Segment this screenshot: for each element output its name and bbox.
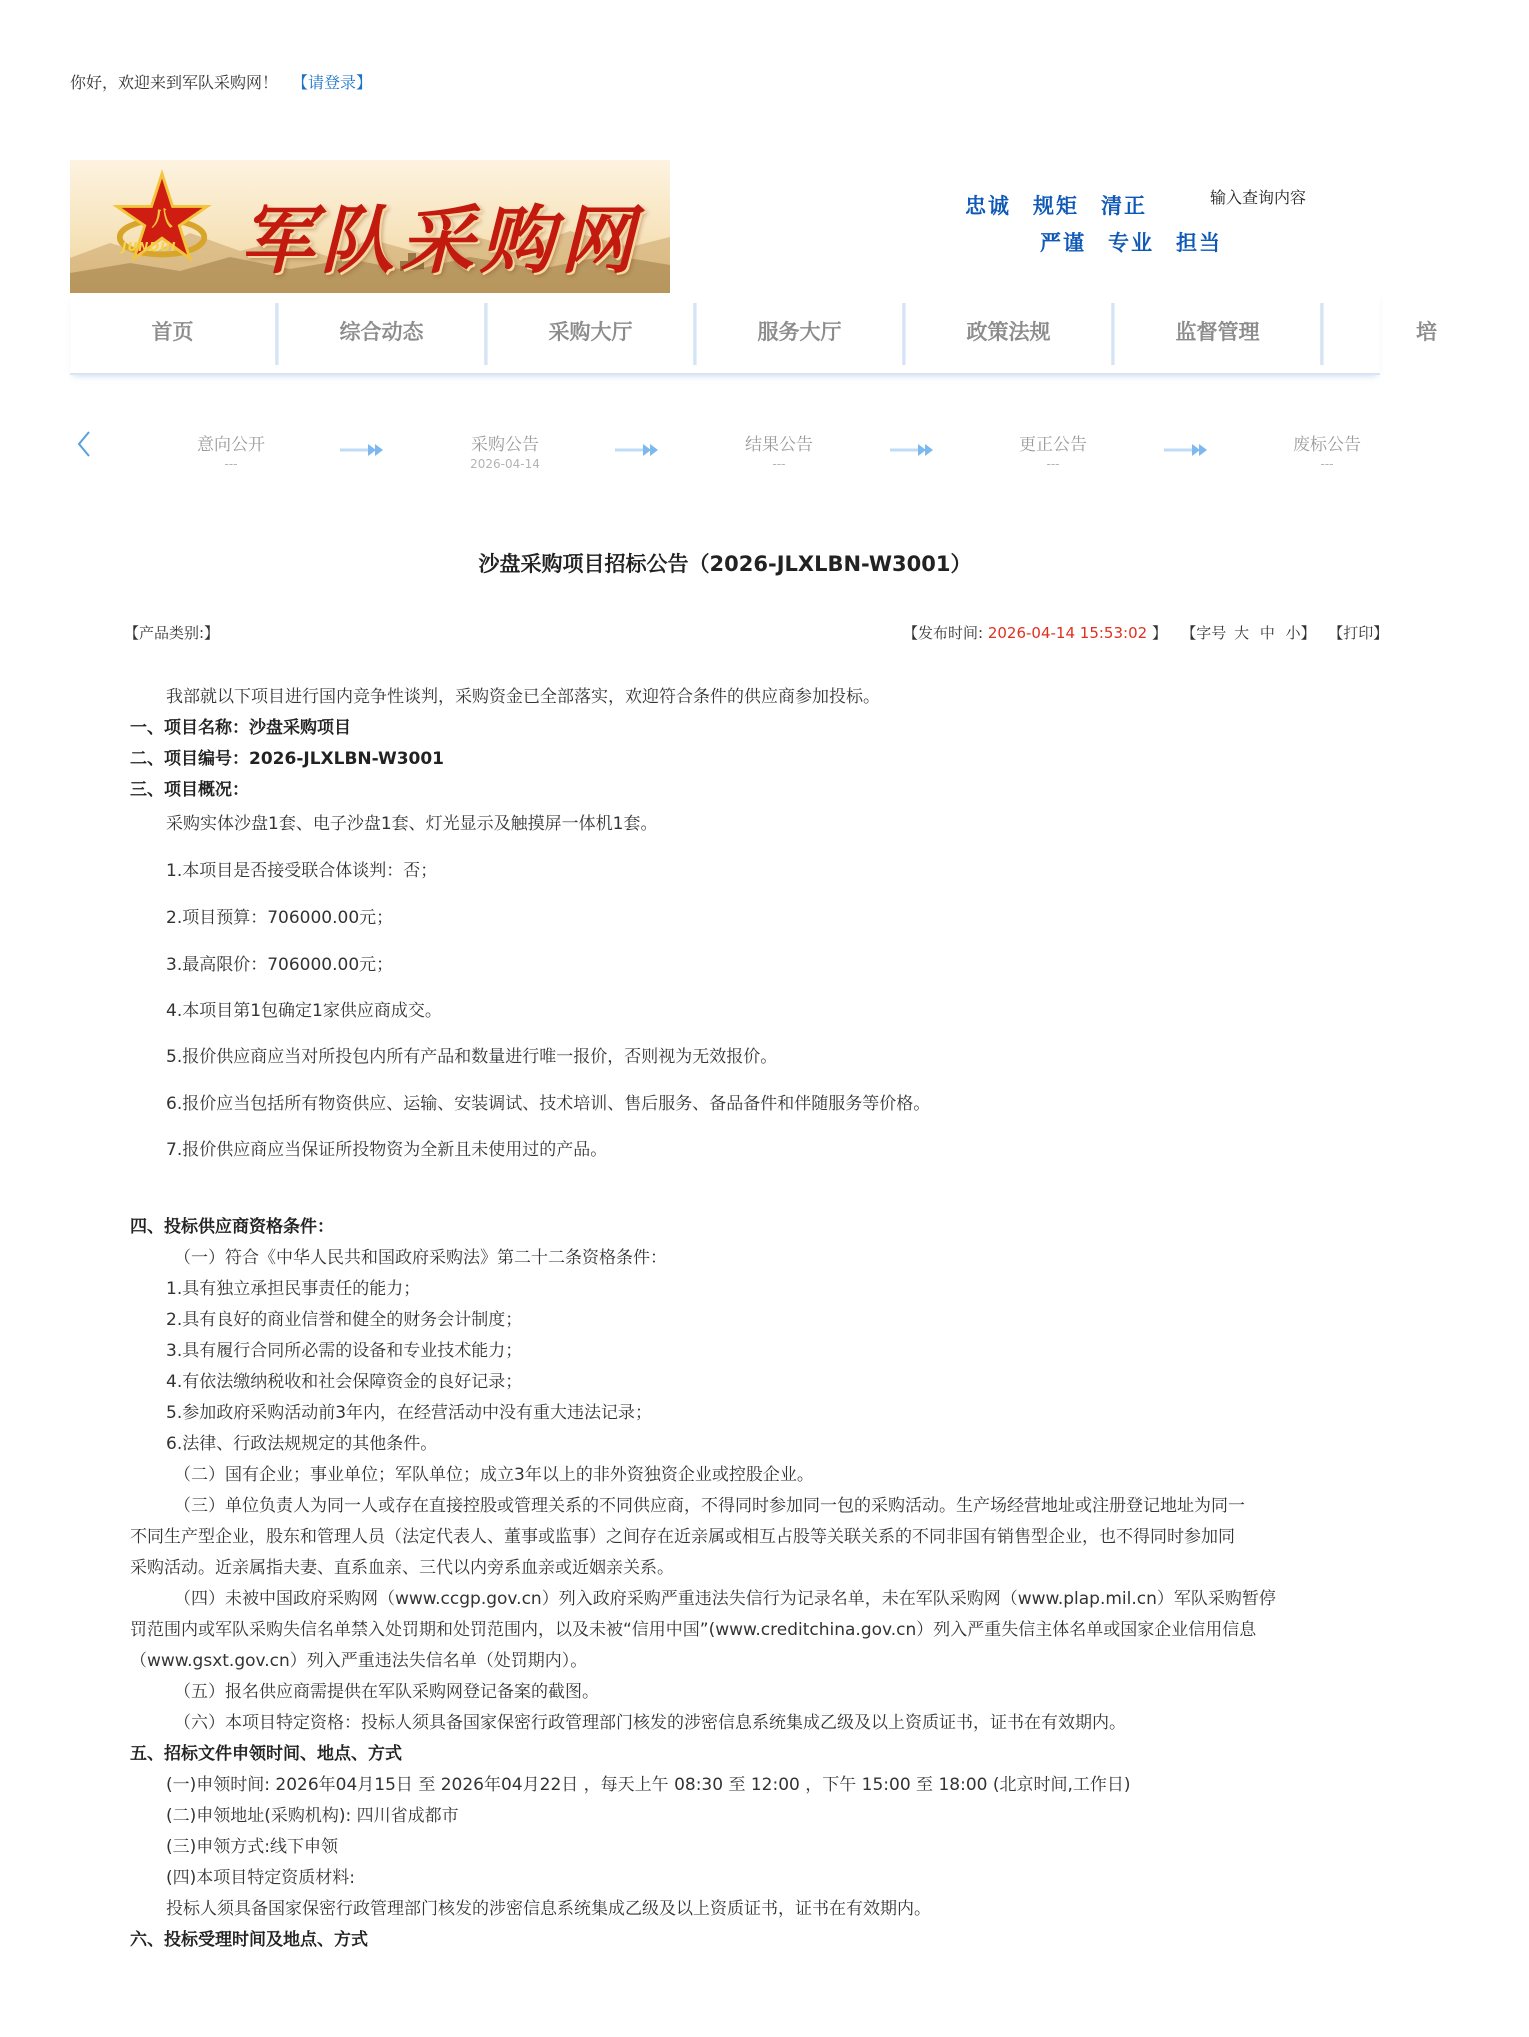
search-input[interactable]: 输入查询内容 (1210, 188, 1307, 207)
motto-item: 担当 (1176, 230, 1222, 255)
section-heading: 五、招标文件申领时间、地点、方式 (130, 1744, 402, 1764)
step-label: 废标公告 (1293, 435, 1361, 455)
nav-item-news[interactable]: 综合动态 (339, 320, 424, 344)
section-heading: 一、项目名称：沙盘采购项目 (130, 718, 351, 738)
motto-row-2 (1040, 227, 1244, 257)
section-heading: 三、项目概况： (130, 780, 249, 800)
nav-item-policy[interactable]: 政策法规 (966, 320, 1051, 344)
site-banner (70, 160, 1380, 293)
publish-time-label: 【发布时间: (903, 624, 984, 642)
print-button[interactable]: 【打印】 (1328, 624, 1389, 642)
logo-caption: JUNDUI (122, 240, 177, 254)
double-arrow-right-icon (1164, 442, 1208, 458)
nav-item-training[interactable]: 培 (1416, 320, 1437, 344)
section-heading: 四、投标供应商资格条件： (130, 1217, 334, 1237)
paragraph: （五）报名供应商需提供在军队采购网登记备案的截图。 (174, 1682, 599, 1702)
section-heading: 六、投标受理时间及地点、方式 (130, 1930, 368, 1950)
paragraph: （www.gsxt.gov.cn）列入严重违法失信名单（处罚期内）。 (130, 1651, 588, 1671)
nav-item-service-hall[interactable]: 服务大厅 (757, 320, 842, 344)
article-title: 沙盘采购项目招标公告（2026-JLXLBN-W3001） (478, 552, 972, 576)
paragraph: 1.具有独立承担民事责任的能力； (166, 1279, 421, 1299)
step-procurement-notice[interactable] (430, 430, 580, 471)
paragraph: （六）本项目特定资格：投标人须具备国家保密行政管理部门核发的涉密信息系统集成乙级及以上资质证书，证书在有效期内。 (174, 1713, 1126, 1733)
site-title: 军队采购网 (240, 198, 640, 284)
motto-item: 规矩 (1033, 193, 1079, 218)
paragraph: (四)本项目特定资质材料: (166, 1868, 355, 1888)
site-logo[interactable] (70, 160, 670, 293)
main-nav (70, 293, 1437, 375)
paragraph: 4.有依法缴纳税收和社会保障资金的良好记录； (166, 1372, 523, 1392)
nav-item-home[interactable]: 首页 (151, 320, 194, 344)
paragraph: 2.具有良好的商业信誉和健全的财务会计制度； (166, 1310, 523, 1330)
motto-row-1 (965, 190, 1169, 220)
paragraph: 采购活动。近亲属指夫妻、直系血亲、三代以内旁系血亲或近姻亲关系。 (130, 1558, 674, 1578)
nav-item-supervision[interactable]: 监督管理 (1175, 320, 1260, 344)
paragraph: 5.参加政府采购活动前3年内，在经营活动中没有重大违法记录； (166, 1403, 653, 1423)
paragraph: 我部就以下项目进行国内竞争性谈判，采购资金已全部落实，欢迎符合条件的供应商参加投标。 (166, 687, 880, 707)
paragraph: 3.最高限价：706000.00元； (166, 955, 394, 975)
paragraph: 4.本项目第1包确定1家供应商成交。 (166, 1001, 442, 1021)
motto-item: 清正 (1101, 193, 1147, 218)
login-link[interactable]: 【请登录】 (292, 73, 373, 92)
motto-item: 严谨 (1040, 230, 1086, 255)
step-date: 2026-04-14 (470, 457, 540, 471)
paragraph: （三）单位负责人为同一人或存在直接控股或管理关系的不同供应商，不得同时参加同一包的采购活动。生产场经营地址或注册登记地址为同一 (174, 1496, 1245, 1516)
step-date: --- (1046, 457, 1060, 471)
paragraph: 3.具有履行合同所必需的设备和专业技术能力； (166, 1341, 523, 1361)
paragraph: （二）国有企业；事业单位；军队单位；成立3年以上的非外资独资企业或控股企业。 (174, 1465, 814, 1485)
font-size-large-button[interactable]: 大 (1234, 624, 1250, 642)
step-date: --- (224, 457, 238, 471)
step-label: 结果公告 (745, 435, 813, 455)
motto-item: 忠诚 (965, 193, 1011, 218)
step-intent-disclosure[interactable] (156, 430, 306, 471)
paragraph: （四）未被中国政府采购网（www.ccgp.gov.cn）列入政府采购严重违法失信行为记录名单，未在军队采购网（www.plap.mil.cn）军队采购暂停 (174, 1589, 1276, 1609)
paragraph: 采购实体沙盘1套、电子沙盘1套、灯光显示及触摸屏一体机1套。 (166, 814, 658, 834)
step-label: 采购公告 (471, 435, 539, 455)
publish-time: 2026-04-14 15:53:02 (987, 624, 1148, 642)
announcement-progress (70, 420, 1380, 480)
paragraph: (一)申领时间: 2026年04月15日 至 2026年04月22日 ，每天上午 08:30 至 12:00 ，下午 15:00 至 18:00 (北京时间,工作日) (166, 1775, 1131, 1795)
step-date: --- (1320, 457, 1334, 471)
top-greeting-bar (70, 70, 372, 93)
article-meta (903, 622, 1388, 643)
font-size-label: 【字号 (1181, 624, 1227, 642)
step-cancellation-notice[interactable] (1252, 430, 1402, 471)
double-arrow-right-icon (890, 442, 934, 458)
paragraph: 不同生产型企业，股东和管理人员（法定代表人、董事或监事）之间存在近亲属或相互占股等关联关系的不同非国有销售型企业，也不得同时参加同 (130, 1527, 1235, 1547)
paragraph: （一）符合《中华人民共和国政府采购法》第二十二条资格条件： (174, 1248, 667, 1268)
svg-text:八: 八 (151, 205, 173, 231)
paragraph: 6.报价应当包括所有物资供应、运输、安装调试、技术培训、售后服务、备品备件和伴随服务等价格。 (166, 1094, 931, 1114)
paragraph: (二)申领地址(采购机构): 四川省成都市 (166, 1806, 459, 1826)
font-size-small-button[interactable]: 小】 (1285, 624, 1316, 642)
product-category: 【产品类别:】 (124, 624, 220, 642)
greeting-text: 你好，欢迎来到军队采购网！ (70, 73, 279, 92)
step-label: 意向公开 (197, 435, 265, 455)
paragraph: (三)申领方式:线下申领 (166, 1837, 338, 1857)
chevron-left-icon[interactable] (76, 430, 92, 458)
double-arrow-right-icon (615, 442, 659, 458)
section-heading: 二、项目编号：2026-JLXLBN-W3001 (130, 749, 445, 769)
paragraph: 7.报价供应商应当保证所投物资为全新且未使用过的产品。 (166, 1140, 608, 1160)
step-label: 更正公告 (1019, 435, 1087, 455)
paragraph: 5.报价供应商应当对所投包内所有产品和数量进行唯一报价，否则视为无效报价。 (166, 1047, 778, 1067)
step-date: --- (772, 457, 786, 471)
step-correction-notice[interactable] (978, 430, 1128, 471)
nav-item-procurement-hall[interactable]: 采购大厅 (548, 320, 633, 344)
publish-time-close: 】 (1151, 624, 1167, 642)
motto-item: 专业 (1108, 230, 1154, 255)
step-result-notice[interactable] (704, 430, 854, 471)
page (70, 0, 1437, 2037)
paragraph: 罚范围内或军队采购失信名单禁入处罚期和处罚范围内，以及未被“信用中国”(www.creditchina.gov.cn）列入严重失信主体名单或国家企业信用信息 (130, 1620, 1257, 1640)
double-arrow-right-icon (340, 442, 384, 458)
paragraph: 2.项目预算：706000.00元； (166, 908, 394, 928)
paragraph: 1.本项目是否接受联合体谈判：否； (166, 861, 438, 881)
font-size-medium-button[interactable]: 中 (1259, 624, 1275, 642)
paragraph: 投标人须具备国家保密行政管理部门核发的涉密信息系统集成乙级及以上资质证书，证书在有效期内。 (166, 1899, 931, 1919)
paragraph: 6.法律、行政法规规定的其他条件。 (166, 1434, 438, 1454)
